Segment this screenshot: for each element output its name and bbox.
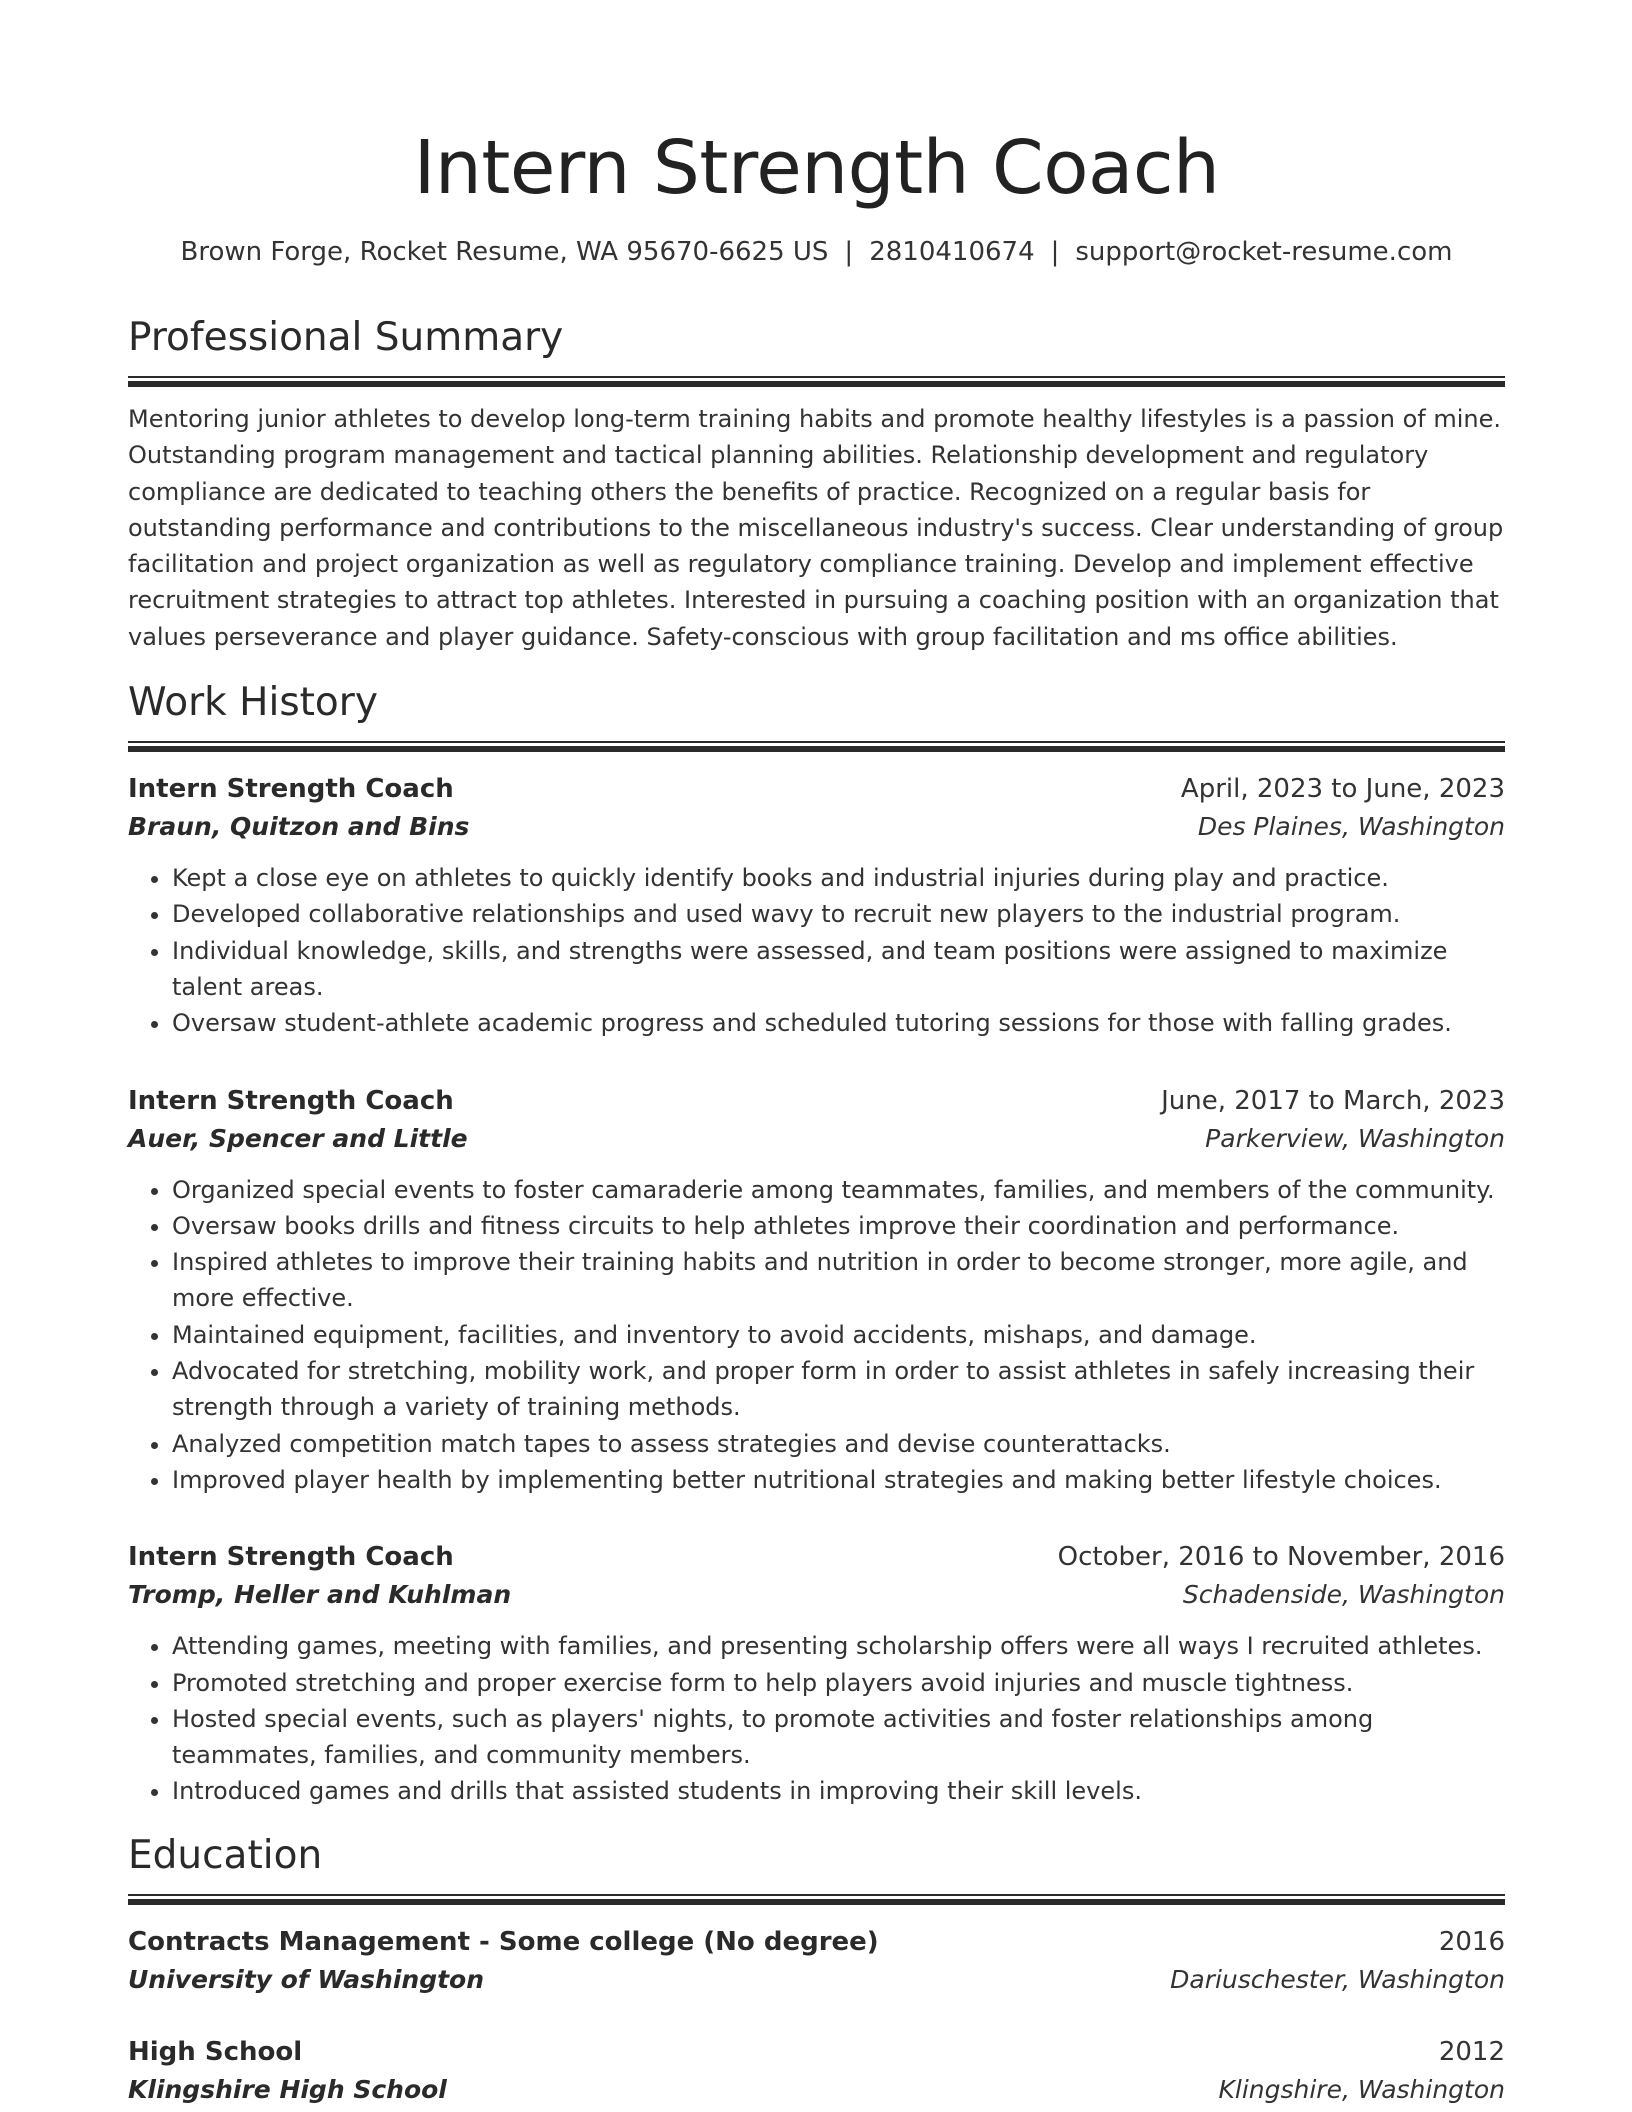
- summary-section: [128, 312, 1505, 655]
- candidate-name: Intern Strength Coach: [413, 125, 1220, 211]
- section-divider: [128, 376, 1505, 387]
- job-title: Intern Strength Coach: [128, 1542, 454, 1573]
- job-bullet: • Inspired athletes to improve their training habits and nutrition in order to become stronger, more agile, and more effective.: [172, 1244, 1505, 1317]
- job-title: Intern Strength Coach: [128, 1085, 454, 1116]
- education-degree: Contracts Management - Some college (No degree): [128, 1926, 879, 1957]
- job-entry: [128, 1538, 1505, 1809]
- job-bullet: • Introduced games and drills that assisted students in improving their skill levels.: [172, 1773, 1505, 1809]
- education-location: Dariuschester, Washington: [1170, 1964, 1505, 1994]
- contact-phone: 2810410674: [869, 237, 1035, 267]
- job-bullet: • Analyzed competition match tapes to assess strategies and devise counterattacks.: [172, 1426, 1505, 1462]
- contact-separator: |: [844, 237, 854, 267]
- job-bullet: • Organized special events to foster camaraderie among teammates, families, and members of the community.: [172, 1172, 1505, 1208]
- job-entry: [128, 1082, 1505, 1499]
- education-entry: [128, 1923, 1505, 1999]
- contact-address: Brown Forge, Rocket Resume, WA 95670-6625 US: [180, 237, 829, 267]
- job-bullet: • Hosted special events, such as players' nights, to promote activities and foster relationships among teammates, families, and community members.: [172, 1701, 1505, 1774]
- job-company: Auer, Spencer and Little: [128, 1123, 468, 1153]
- job-location: Des Plaines, Washington: [1197, 812, 1505, 842]
- job-title: Intern Strength Coach: [128, 774, 454, 805]
- education-school: University of Washington: [128, 1964, 485, 1994]
- contact-separator: |: [1050, 237, 1060, 267]
- job-company: Braun, Quitzon and Bins: [128, 812, 470, 842]
- job-location: Schadenside, Washington: [1182, 1580, 1505, 1610]
- job-bullet: • Developed collaborative relationships and used wavy to recruit new players to the industrial program.: [172, 896, 1505, 932]
- job-bullet: • Promoted stretching and proper exercise form to help players avoid injuries and muscle tightness.: [172, 1665, 1505, 1701]
- job-entry: [128, 770, 1505, 1041]
- education-year: 2012: [1438, 2036, 1505, 2067]
- job-bullet: • Improved player health by implementing better nutritional strategies and making better lifestyle choices.: [172, 1462, 1505, 1498]
- job-bullet: • Maintained equipment, facilities, and inventory to avoid accidents, mishaps, and damage.: [172, 1317, 1505, 1353]
- job-dates: June, 2017 to March, 2023: [1161, 1085, 1505, 1116]
- summary-text: Mentoring junior athletes to develop long-term training habits and promote healthy lifestyles is a passion of mine. Outstanding program management and tactical planning abilities. Relationship development and regulatory compliance are dedicated to teaching others the benefits of practice. Recognized on a regular basis for outstanding performance and contributions to the miscellaneous industry's success. Clear understanding of group facilitation and project organization as well as regulatory compliance training. Develop and implement effective recruitment strategies to attract top athletes. Interested in pursuing a coaching position with an organization that values perseverance and player guidance. Safety-conscious with group facilitation and ms office abilities.: [128, 405, 1504, 651]
- section-title-summary: Professional Summary: [128, 315, 564, 360]
- contact-email: support@rocket-resume.com: [1075, 237, 1453, 267]
- job-bullet: • Attending games, meeting with families, and presenting scholarship offers were all ways I recruited athletes.: [172, 1628, 1505, 1664]
- job-bullets: [128, 860, 1505, 1041]
- section-title-education: Education: [128, 1832, 323, 1878]
- job-bullets: [128, 1628, 1505, 1809]
- section-divider: [128, 741, 1505, 752]
- education-year: 2016: [1438, 1926, 1505, 1957]
- job-bullets: [128, 1172, 1505, 1499]
- job-location: Parkerview, Washington: [1205, 1123, 1505, 1153]
- job-company: Tromp, Heller and Kuhlman: [128, 1580, 512, 1610]
- job-bullet: • Oversaw student-athlete academic progress and scheduled tutoring sessions for those with falling grades.: [172, 1005, 1505, 1041]
- education-school: Klingshire High School: [128, 2074, 447, 2104]
- section-title-work-history: Work History: [128, 680, 378, 726]
- section-divider: [128, 1894, 1505, 1905]
- education-location: Klingshire, Washington: [1218, 2074, 1505, 2104]
- job-bullet: • Oversaw books drills and fitness circuits to help athletes improve their coordination and performance.: [172, 1208, 1505, 1244]
- job-dates: April, 2023 to June, 2023: [1180, 774, 1505, 805]
- contact-line: [128, 234, 1505, 270]
- job-dates: October, 2016 to November, 2016: [1057, 1542, 1505, 1573]
- education-section: [128, 1830, 1505, 2109]
- job-bullet: • Advocated for stretching, mobility work, and proper form in order to assist athletes in safely increasing their strength through a variety of training methods.: [172, 1353, 1505, 1426]
- job-bullet: • Individual knowledge, skills, and strengths were assessed, and team positions were assigned to maximize talent areas.: [172, 933, 1505, 1006]
- education-degree: High School: [128, 2036, 303, 2067]
- job-bullet: • Kept a close eye on athletes to quickly identify books and industrial injuries during play and practice.: [172, 860, 1505, 896]
- work-history-section: [128, 677, 1505, 1810]
- education-entry: [128, 2033, 1505, 2109]
